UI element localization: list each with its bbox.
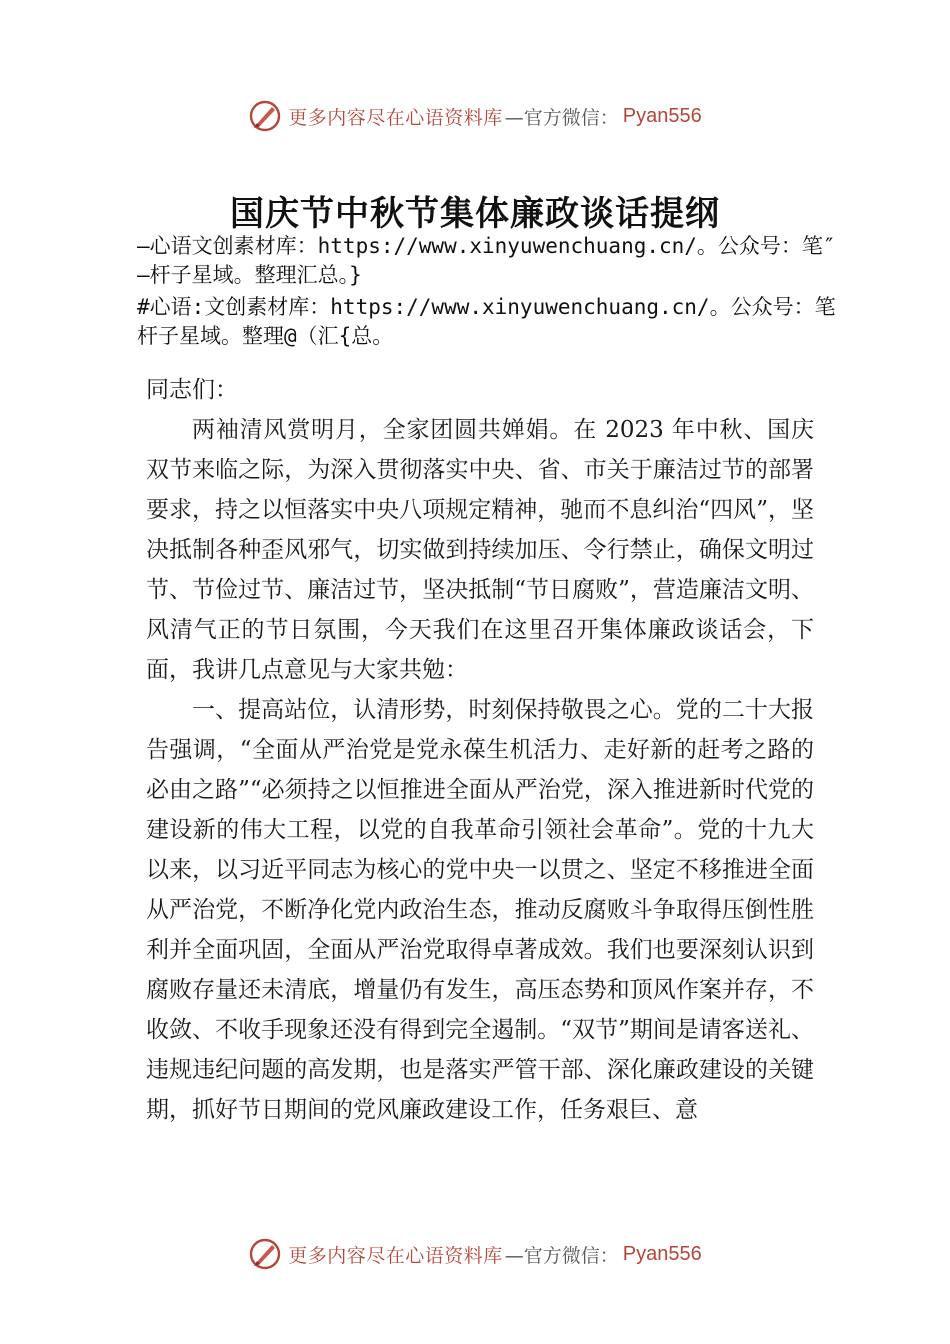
- document-title: 国庆节中秋节集体廉政谈话提纲: [230, 194, 720, 234]
- pen-circle-logo-icon: [248, 99, 282, 133]
- banner-wechat-label: —官方微信：: [504, 106, 619, 129]
- banner-wechat-id: Pyan556: [622, 104, 702, 127]
- banner-brand-text: 更多内容尽在心语资料库: [288, 1244, 503, 1267]
- source-line: #心语:文创素材库：https://www.xinyuwenchuang.cn/。公众号：笔杆子星域。整理@（汇{总。: [137, 295, 836, 348]
- paragraph: 一、提高站位，认清形势，时刻保持敬畏之心。党的二十大报告强调，“全面从严治党是党永葆生机活力、走好新的赶考之路的必由之路”“必须持之以恒推进全面从严治党，深入推进新时代党的建设新的伟大工程，以党的自我革命引领社会革命”。党的十九大以来，以习近平同志为核心的党中央一以贯之、坚定不移推进全面从严治党，不断净化党内政治生态，推动反腐败斗争取得压倒性胜利并全面巩固，全面从严治党取得卓著成效。我们也要深刻认识到腐败存量还未清底，增量仍有发生，高压态势和顶风作案并存，不收敛、不收手现象还没有得到完全遏制。“双节”期间是请客送礼、违规违纪问题的高发期，也是落实严管干部、深化廉政建设的关键期，抓好节日期间的党风廉政建设工作，任务艰巨、意: [146, 697, 814, 1123]
- banner-wechat-label: —官方微信：: [504, 1244, 619, 1267]
- footer-banner: [0, 1234, 950, 1274]
- pen-circle-logo-icon: [248, 1237, 282, 1271]
- paragraph: 两袖清风赏明月，全家团圆共婵娟。在 2023 年中秋、国庆双节来临之际，为深入贯彻落实中央、省、市关于廉洁过节的部署要求，持之以恒落实中央八项规定精神，驰而不息纠治“四风”，坚决抵制各种歪风邪气，切实做到持续加压、令行禁止，确保文明过节、节俭过节、廉洁过节，坚决抵制“节日腐败”，营造廉洁文明、风清气正的节日氛围，今天我们在这里召开集体廉政谈话会，下面，我讲几点意见与大家共勉：: [146, 417, 814, 683]
- banner-wechat-id: Pyan556: [622, 1242, 702, 1265]
- salutation: 同志们：: [146, 377, 238, 403]
- document-body: [146, 370, 814, 1130]
- source-line: —心语文创素材库：https://www.xinyuwenchuang.cn/。公众号：笔″—杆子星域。整理汇总。}: [137, 234, 836, 287]
- banner-brand-text: 更多内容尽在心语资料库: [288, 106, 503, 129]
- header-banner: [0, 96, 950, 136]
